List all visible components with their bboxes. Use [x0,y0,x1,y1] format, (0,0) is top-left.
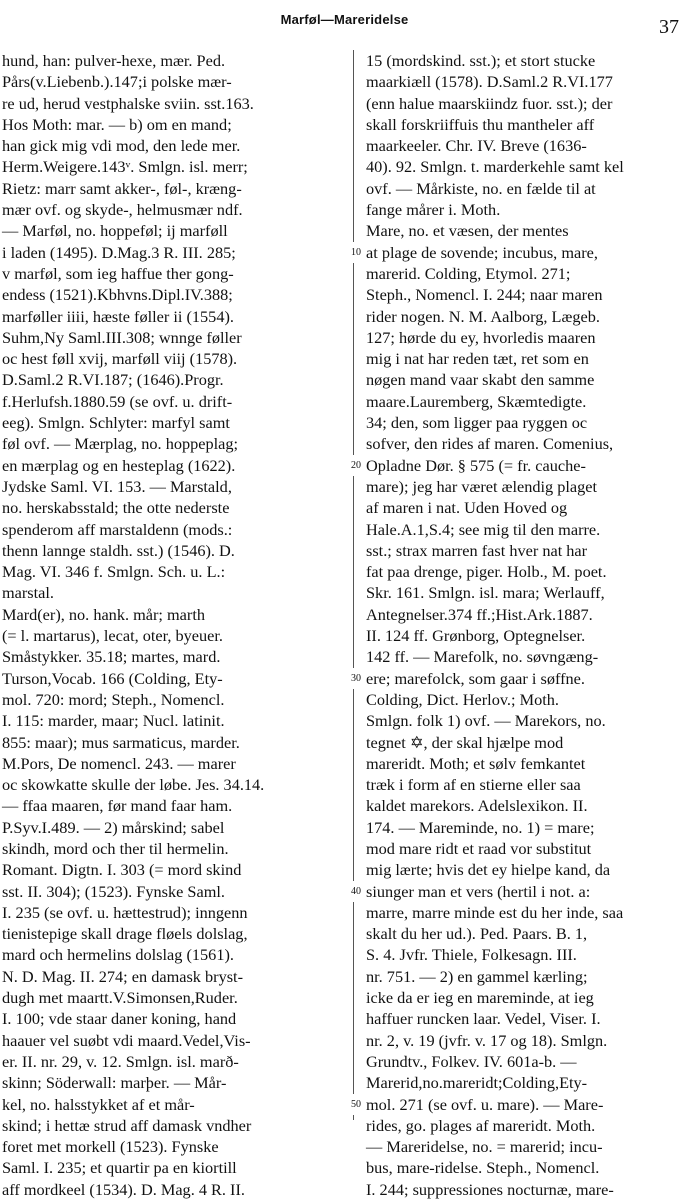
text-line: maarkiæll (1578). D.Saml.2 R.VI.177 [366,72,613,92]
text-line: træk i form af en stierne eller saa [366,775,581,795]
text-line: mig i nat har reden tæt, ret som en [366,349,589,369]
text-line: mod mare ridt et raad vor substitut [366,838,592,858]
text-line: thenn lannge staldh. sst.) (1546). D. [2,540,235,560]
text-line: 40). 92. Smlgn. t. marderkehle samt kel [366,157,624,177]
text-line: Hale.A.1,S.4; see mig til den marre. [366,519,601,539]
text-line: marre, marre minde est du her inde, saa [366,902,624,922]
text-line: sst. II. 304); (1523). Fynske Saml. [2,881,225,901]
text-line: haauer vel suøbt vdi maard.Vedel,Vis- [2,1030,251,1050]
text-line: rides, go. plages af mareridt. Moth. [366,1115,596,1135]
text-line: ovf. — Mårkiste, no. en fælde til at [366,178,596,198]
text-line: eeg). Smlgn. Schlyter: marfyl samt [2,413,230,433]
text-line: aff mordkeel (1534). D. Mag. 4 R. II. [2,1179,245,1199]
running-head: Marføl—Mareridelse [280,12,409,27]
text-line: icke da er ieg en mareminde, at ieg [366,988,594,1008]
line-number: 50 [348,1094,364,1115]
text-line: Mag. VI. 346 f. Smlgn. Sch. u. L.: [2,562,226,582]
text-line: føl ovf. — Mærplag, no. hoppeplag; [2,434,239,454]
text-line: Saml. I. 235; et quartir pa en kiortill [2,1158,237,1178]
text-line: at plage de sovende; incubus, mare, [366,242,598,262]
text-line: tienistepige skall drage fløels dolslag, [2,924,248,944]
text-line: marstal. [2,583,54,603]
text-line: dugh met maartt.V.Simonsen,Ruder. [2,988,238,1008]
text-line: marerid. Colding, Etymol. 271; [366,263,571,283]
text-line: bus, mare-ridelse. Steph., Nomencl. [366,1158,600,1178]
text-line: oc skowkatte skulle der løbe. Jes. 34.14. [2,775,265,795]
text-line: Herm.Weigere.143ᵛ. Smlgn. isl. merr; [2,157,248,177]
text-line: mig lærte; hvis det ey hielpe kand, da [366,860,611,880]
text-line: skinn; Söderwall: marþer. — Mår- [2,1073,227,1093]
text-line: II. 124 ff. Grønborg, Optegnelser. [366,626,586,646]
text-line: oc hest føll xvij, marføll viij (1578). [2,349,238,369]
text-line: siunger man et vers (hertil i not. a: [366,881,591,901]
column-divider [353,50,354,1120]
text-line: Jydske Saml. VI. 153. — Marstald, [2,476,232,496]
text-line: S. 4. Jvfr. Thiele, Folkesagn. III. [366,945,577,965]
text-line: P.Syv.I.489. — 2) mårskind; sabel [2,817,225,837]
text-line: maare.Lauremberg, Skæmtedigte. [366,391,587,411]
text-line: er. II. nr. 29, v. 12. Smlgn. isl. marð- [2,1051,239,1071]
text-line: en mærplag og en hesteplag (1622). [2,455,236,475]
text-line: maarkeeler. Chr. IV. Breve (1636- [366,136,587,156]
text-line: Pårs(v.Liebenb.).147;i polske mær- [2,72,232,92]
text-line: nr. 751. — 2) en gammel kærling; [366,966,588,986]
text-line: mær ovf. og skyde-, helmusmær ndf. [2,200,243,220]
text-line: 855: maar); mus sarmaticus, marder. [2,732,240,752]
line-number: 30 [348,668,364,689]
text-line: skall forskriiffuis thu mantheler aff [366,114,595,134]
text-line: endess (1521).Kbhvns.Dipl.IV.388; [2,285,233,305]
text-line: M.Pors, De nomencl. 243. — marer [2,753,236,773]
page-number: 37 [659,16,679,38]
text-line: Turson,Vocab. 166 (Colding, Ety- [2,668,223,688]
text-line: Hos Moth: mar. — b) om en mand; [2,114,232,134]
text-line: mare); jeg har været ælendig plaget [366,476,598,496]
line-number: 40 [348,881,364,902]
text-line: ere; marefolck, som gaar i søffne. [366,668,585,688]
text-line: Rietz: marr samt akker-, føl-, kræng- [2,178,242,198]
text-line: Skr. 161. Smlgn. isl. mara; Werlauff, [366,583,605,603]
text-line: Småstykker. 35.18; martes, mard. [2,647,221,667]
text-line: I. 100; vde staar daner koning, hand [2,1009,237,1029]
text-line: nr. 2, v. 19 (jvfr. v. 17 og 18). Smlgn. [366,1030,608,1050]
text-line: mareridt. Moth; et sølv femkantet [366,753,586,773]
text-line: D.Saml.2 R.VI.187; (1646).Progr. [2,370,224,390]
text-line: — Marføl, no. hoppeføl; ij marføll [2,221,228,241]
text-line: (enn halue maarskiindz fuor. sst.); der [366,93,613,113]
left-column [2,50,339,1199]
text-line: mol. 271 (se ovf. u. mare). — Mare- [366,1094,604,1114]
right-column [366,50,686,1199]
text-line: fange mårer i. Moth. [366,200,501,220]
text-line: 142 ff. — Marefolk, no. søvngæng- [366,647,599,667]
text-line: kel, no. halsstykket af et mår- [2,1094,195,1114]
text-line: re ud, herud vestphalske sviin. sst.163. [2,93,254,113]
text-line: hund, han: pulver-hexe, mær. Ped. [2,51,226,70]
text-line: 127; hørde du ey, hvorledis maaren [366,327,596,347]
text-line: sst.; strax marren fast hver nat har [366,540,588,560]
text-line: Marerid,no.mareridt;Colding,Ety- [366,1073,588,1093]
text-line: Opladne Dør. § 575 (= fr. cauche- [366,455,586,475]
text-line: I. 244; suppressiones nocturnæ, mare- [366,1179,614,1199]
text-line: no. herskabsstald; the otte nederste [2,498,230,518]
text-line: kaldet marekors. Adelslexikon. II. [366,796,588,816]
text-line: (= l. martarus), lecat, oter, byeuer. [2,626,223,646]
text-line: Colding, Dict. Herlov.; Moth. [366,689,559,709]
line-number: 10 [348,242,364,263]
text-line: Suhm,Ny Saml.III.308; wnnge føller [2,327,242,347]
text-line: f.Herlufsh.1880.59 (se ovf. u. drift- [2,391,233,411]
page-header [0,0,689,46]
text-line: spenderom aff marstaldenn (mods.: [2,519,233,539]
text-line: v marføl, som ieg haffue ther gong- [2,263,234,283]
text-line: I. 115: marder, maar; Nucl. latinit. [2,711,225,731]
text-line: — Mareridelse, no. = marerid; incu- [366,1137,603,1157]
text-line: Smlgn. folk 1) ovf. — Marekors, no. [366,711,606,731]
line-number: 20 [348,455,364,476]
text-line: 34; den, som ligger paa ryggen oc [366,413,588,433]
text-line: Grundtv., Folkev. IV. 601a-b. — [366,1051,577,1071]
text-line: haffuer runcken laar. Vedel, Viser. I. [366,1009,601,1029]
text-line: 174. — Mareminde, no. 1) = mare; [366,817,595,837]
text-line: mol. 720: mord; Steph., Nomencl. [2,689,225,709]
text-line: mard och hermelins dolslag (1561). [2,945,234,965]
text-line: — ffaa maaren, før mand faar ham. [2,796,233,816]
text-line: fat paa drenge, piger. Holb., M. poet. [366,562,607,582]
text-line: Mare, no. et væsen, der mentes [366,221,569,241]
text-line: han gick mig vdi mod, den lede mer. [2,136,241,156]
text-line: i laden (1495). D.Mag.3 R. III. 285; [2,242,236,262]
text-line: tegnet ✡, der skal hjælpe mod [366,732,564,752]
text-line: I. 235 (se ovf. u. hættestrud); inngenn [2,902,248,922]
text-line: af maren i nat. Uden Hoved og [366,498,568,518]
text-line: sofver, den rides af maren. Comenius, [366,434,614,454]
text-line: N. D. Mag. II. 274; en damask bryst- [2,966,244,986]
text-line: marføller iiii, hæste føller ii (1554). [2,306,234,326]
text-line: Mard(er), no. hank. mår; marth [2,604,205,624]
text-line: foret met morkell (1523). Fynske [2,1137,219,1157]
text-line: 15 (mordskind. sst.); et stort stucke [366,51,596,70]
text-line: skindh, mord och ther til hermelin. [2,838,229,858]
text-line: Antegnelser.374 ff.;Hist.Ark.1887. [366,604,593,624]
text-line: rider nogen. N. M. Aalborg, Lægeb. [366,306,600,326]
text-line: nøgen mand vaar skabt den samme [366,370,595,390]
text-line: skind; i hettæ strud aff damask vndher [2,1115,252,1135]
text-line: skalt du her ud.). Ped. Paars. B. 1, [366,924,588,944]
text-line: Romant. Digtn. I. 303 (= mord skind [2,860,242,880]
text-line: Steph., Nomencl. I. 244; naar maren [366,285,603,305]
